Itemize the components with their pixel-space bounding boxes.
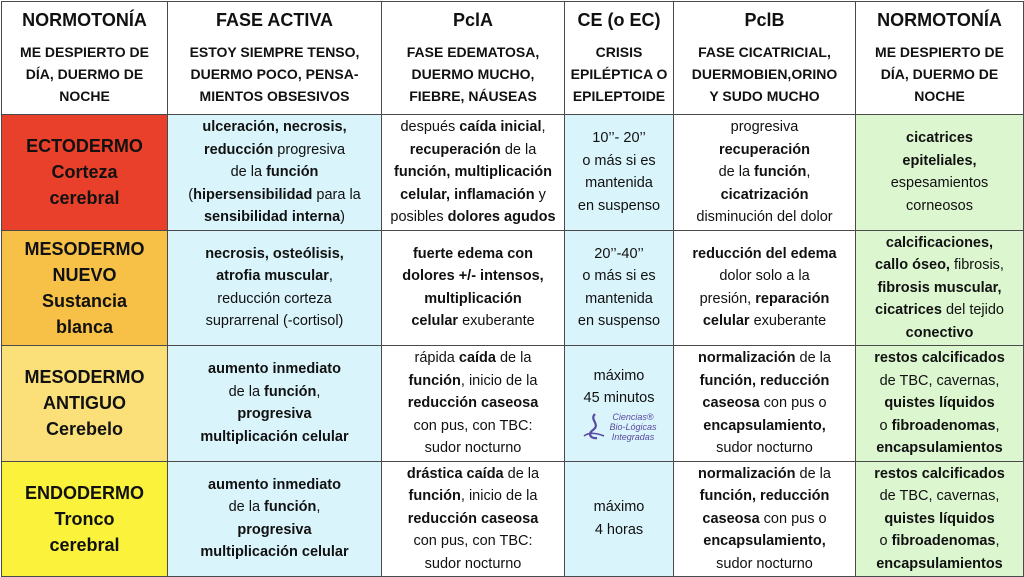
cell-text: quistes líquidos (884, 395, 995, 411)
cell-line (385, 184, 561, 207)
cell-text: disminución del dolor (696, 209, 833, 225)
cell-text: , (806, 164, 811, 180)
column-header-subtitle-line: DÍA, DUERMO DE (25, 66, 144, 82)
column-header-title: CE (o EC) (577, 10, 661, 30)
cell-line (677, 347, 852, 370)
column-header-subtitle-line: EPILEPTOIDE (572, 88, 666, 104)
cell-text: cicatrices (906, 130, 973, 147)
cell-text: calcificaciones, (885, 234, 994, 251)
cell-text: , (328, 268, 333, 285)
cell-text: función, multiplicación (394, 164, 552, 180)
column-header-subtitle-line: Y SUDO MUCHO (709, 88, 820, 104)
cell-line (385, 437, 561, 460)
column-header (674, 2, 856, 115)
column-header (856, 2, 1024, 115)
cell-text: , (995, 533, 1000, 549)
cell-line (568, 172, 670, 195)
cell-line (677, 265, 852, 288)
cell-text: rápida (414, 350, 459, 366)
cell-text: de la (795, 350, 831, 366)
germ-layer-label (2, 115, 168, 231)
cell-text: caída inicial (459, 119, 542, 135)
cell-text: de la (795, 465, 831, 482)
table-cell (674, 115, 856, 231)
cell-text: reducción (203, 141, 274, 158)
cell-line (859, 347, 1020, 370)
cell-text: de la (228, 499, 265, 516)
germ-layer-label (2, 230, 168, 346)
cell-line (568, 387, 670, 410)
column-header-subtitle-line: DUERMOBIEN,ORINO (691, 66, 838, 82)
cell-line (859, 370, 1020, 393)
cell-text: máximo (593, 499, 645, 516)
cell-text: ) (340, 209, 345, 225)
cell-text: normalización (698, 465, 796, 482)
cell-text: corneosos (906, 197, 973, 214)
cell-text: celular (702, 313, 750, 330)
cell-line (171, 139, 378, 162)
germ-layer-label (2, 346, 168, 462)
cell-line (677, 184, 852, 207)
column-header-subtitle-line: ESTOY SIEMPRE TENSO, (189, 44, 360, 60)
cell-line (859, 437, 1020, 460)
cell-text: fibrosis, (949, 257, 1004, 273)
cell-line (171, 358, 378, 381)
cell-text: hipersensibilidad (193, 186, 313, 203)
logo-text-line: Integradas (611, 431, 655, 442)
cell-line (385, 139, 561, 162)
germ-layer-label-line: Corteza (51, 162, 118, 183)
table-cell (168, 461, 382, 577)
cell-text: recuperación (718, 141, 811, 158)
logo-text-line: Bio-Lógicas (609, 421, 657, 432)
cell-line (171, 519, 378, 542)
cell-text: suprarrenal (-cortisol) (205, 313, 344, 330)
cell-text: exuberante (458, 313, 535, 330)
cell-line (677, 370, 852, 393)
cell-text: fibroadenomas (891, 417, 996, 434)
cell-text: multiplicación celular (200, 544, 349, 561)
table-row (2, 230, 1024, 346)
cell-text: , (995, 417, 1000, 434)
column-header-subtitle-line: EPILÉPTICA O (570, 66, 668, 82)
cell-text: o (879, 417, 892, 434)
cell-line (385, 530, 561, 553)
cell-text: multiplicación celular (200, 428, 349, 445)
column-header (565, 2, 674, 115)
cell-line (385, 288, 561, 311)
cell-text: cicatrices (875, 302, 942, 318)
cell-text: función (264, 383, 317, 400)
cell-line (568, 288, 670, 311)
cell-line (171, 541, 378, 564)
cell-line (171, 403, 378, 426)
cell-line (171, 288, 378, 311)
cell-line (385, 415, 561, 438)
cell-line (859, 508, 1020, 531)
cell-line (859, 150, 1020, 173)
cell-text: máximo (593, 367, 645, 384)
cell-text: , (316, 499, 321, 516)
cell-text: dolor solo a la (719, 268, 810, 285)
cell-text: exuberante (749, 313, 827, 330)
cell-line (677, 116, 852, 139)
cell-text: función (408, 488, 461, 504)
cell-text: en suspenso (577, 197, 661, 214)
cell-line (677, 415, 852, 438)
cell-line (385, 310, 561, 333)
table-cell (856, 346, 1024, 462)
cell-text: posibles (390, 209, 448, 225)
cell-text: multiplicación (424, 290, 522, 307)
table-cell (168, 230, 382, 346)
cell-line (171, 243, 378, 266)
cell-line (677, 530, 852, 553)
cell-line (677, 139, 852, 162)
cell-text: espesamientos (890, 175, 989, 192)
cell-text: , (541, 119, 546, 135)
table-cell (382, 115, 565, 231)
cell-line (859, 392, 1020, 415)
cell-text: reparación (755, 290, 830, 307)
table-cell (382, 346, 565, 462)
cell-line (859, 322, 1020, 345)
cell-text: encapsulamiento, (703, 533, 826, 549)
cell-text: reducción caseosa (407, 395, 539, 411)
germ-layer-label-line: ANTIGUO (43, 393, 126, 414)
logo (568, 412, 670, 442)
cell-line (859, 232, 1020, 255)
cell-line (171, 265, 378, 288)
cell-line (171, 474, 378, 497)
column-header-subtitle-line: CRISIS (595, 44, 643, 60)
table-cell (382, 461, 565, 577)
cell-text: de la (228, 383, 265, 400)
column-header-subtitle-line: DÍA, DUERMO DE (880, 66, 999, 82)
table-cell (168, 115, 382, 231)
cell-text: quistes líquidos (884, 510, 995, 527)
cell-text: de TBC, cavernas, (879, 372, 1000, 389)
column-header-title: NORMOTONÍA (877, 10, 1002, 30)
cell-text: reducción caseosa (407, 510, 539, 527)
column-header-subtitle-line: NOCHE (914, 88, 965, 104)
cell-line (859, 299, 1020, 322)
cell-line (859, 127, 1020, 150)
cell-text: sudor nocturno (716, 440, 813, 456)
column-header-title: FASE ACTIVA (215, 10, 333, 30)
cell-text: función (754, 164, 807, 180)
cell-text: drástica caída (406, 465, 504, 482)
cell-text: ulceración, necrosis, (202, 119, 347, 135)
cell-line (677, 392, 852, 415)
logo-text-line: Ciencias® (612, 411, 654, 422)
germ-layer-label-line: cerebral (49, 534, 120, 555)
cell-line (171, 426, 378, 449)
cell-text: progresiva (237, 406, 312, 423)
cell-text: progresiva (273, 141, 346, 158)
cell-line (677, 508, 852, 531)
cell-line (568, 365, 670, 388)
cell-line (859, 530, 1020, 553)
cell-text: sudor nocturno (716, 555, 813, 572)
table-cell (674, 230, 856, 346)
cell-text: 20’’-40’’ (594, 245, 644, 262)
cell-line (385, 370, 561, 393)
cell-line (568, 195, 670, 218)
cell-line (385, 392, 561, 415)
cell-line (171, 116, 378, 139)
cell-text: fuerte edema con (412, 245, 534, 262)
column-header (168, 2, 382, 115)
column-header-subtitle-line: FASE CICATRICIAL, (698, 44, 831, 60)
table-cell (856, 461, 1024, 577)
cell-line (677, 485, 852, 508)
cell-text: sudor nocturno (424, 440, 522, 456)
cell-text: progresiva (730, 119, 799, 135)
cell-line (385, 508, 561, 531)
cell-line (568, 150, 670, 173)
table-cell (856, 115, 1024, 231)
cell-line (859, 172, 1020, 195)
column-header-title: PclA (452, 10, 494, 30)
table-cell (565, 230, 674, 346)
column-header-subtitle-line: MIENTOS OBSESIVOS (199, 88, 350, 104)
cell-text: conectivo (905, 324, 974, 341)
cell-text: función, reducción (699, 488, 830, 504)
cell-text: , inicio de la (460, 372, 538, 389)
cell-text: progresiva (237, 521, 312, 538)
cell-line (385, 161, 561, 184)
cell-line (385, 206, 561, 229)
table-row (2, 461, 1024, 577)
cell-line (171, 381, 378, 404)
swirl-figure-icon (581, 412, 607, 442)
cell-text: normalización (698, 350, 796, 366)
cell-line (677, 206, 852, 229)
cell-text: sensibilidad interna (203, 209, 341, 225)
logo-text (609, 412, 656, 442)
cell-text: restos calcificados (874, 350, 1005, 366)
cell-text: , inicio de la (460, 488, 538, 504)
cell-text: de la (718, 164, 755, 180)
germ-layer-label-line: blanca (55, 316, 114, 337)
cell-text: de la (230, 164, 267, 180)
cell-text: restos calcificados (874, 465, 1005, 482)
cell-text: encapsulamiento, (703, 417, 826, 434)
cell-line (171, 161, 378, 184)
germ-layer-label-line: Cerebelo (45, 419, 124, 440)
header-row (2, 2, 1024, 115)
column-header-subtitle-line: DUERMO POCO, PENSA- (190, 66, 359, 82)
germ-layer-label-line: MESODERMO (24, 367, 145, 388)
cell-line (677, 243, 852, 266)
cell-line (568, 496, 670, 519)
biological-laws-table (1, 1, 1024, 577)
cell-text: para la (312, 186, 361, 203)
cell-text: función, reducción (699, 372, 830, 389)
cell-text: fibrosis muscular, (877, 279, 1002, 296)
cell-line (568, 265, 670, 288)
table-cell (382, 230, 565, 346)
cell-text: después (400, 119, 460, 135)
cell-text: con pus, con TBC: (413, 533, 533, 549)
cell-line (385, 485, 561, 508)
cell-text: caída (458, 350, 496, 366)
column-header (382, 2, 565, 115)
cell-line (385, 243, 561, 266)
cell-text: con pus o (759, 395, 827, 411)
cell-text: callo óseo, (875, 257, 950, 273)
cell-text: de la (500, 141, 537, 158)
cell-line (385, 116, 561, 139)
cell-line (677, 463, 852, 486)
cell-line (859, 195, 1020, 218)
table-cell (565, 346, 674, 462)
table-row (2, 346, 1024, 462)
cell-line (171, 206, 378, 229)
cell-text: dolores agudos (447, 209, 556, 225)
cell-text: fibroadenomas (891, 533, 996, 549)
cell-text: en suspenso (577, 313, 661, 330)
cell-line (677, 310, 852, 333)
column-header-subtitle-line: FIEBRE, NÁUSEAS (409, 88, 537, 104)
cell-text: celular, inflamación (400, 186, 535, 203)
column-header (2, 2, 168, 115)
cell-text: epiteliales, (902, 152, 977, 169)
cell-text: función (408, 372, 461, 389)
table-cell (674, 346, 856, 462)
table-cell (674, 461, 856, 577)
cell-text: o más si es (582, 268, 656, 285)
cell-text: aumento inmediato (208, 476, 341, 493)
cell-text: de la (495, 350, 532, 366)
cell-text: mantenida (585, 175, 653, 192)
germ-layer-label (2, 461, 168, 577)
cell-line (568, 127, 670, 150)
cell-text: necrosis, osteólisis, (205, 245, 344, 262)
cell-text: dolores +/- intensos, (402, 268, 544, 285)
cell-text: , (316, 383, 321, 400)
cell-text: reducción corteza (217, 290, 332, 307)
cell-text: y (534, 186, 546, 203)
cell-text: sudor nocturno (424, 555, 522, 572)
cell-text: atrofia muscular (216, 268, 329, 285)
table-cell (565, 115, 674, 231)
cell-text: presión, (699, 290, 756, 307)
cell-line (568, 243, 670, 266)
cell-text: función (264, 499, 317, 516)
cell-line (171, 496, 378, 519)
cell-line (385, 463, 561, 486)
germ-layer-label-line: cerebral (49, 188, 120, 209)
table-cell (856, 230, 1024, 346)
cell-line (677, 288, 852, 311)
cell-line (171, 310, 378, 333)
cell-line (171, 184, 378, 207)
germ-layer-label-line: MESODERMO (24, 238, 145, 259)
cell-line (568, 310, 670, 333)
cell-text: 10’’- 20’’ (592, 130, 646, 147)
cell-text: mantenida (585, 290, 653, 307)
cell-text: 4 horas (594, 521, 644, 538)
cell-line (385, 265, 561, 288)
germ-layer-label-line: NUEVO (52, 264, 117, 285)
cell-text: o más si es (582, 152, 656, 169)
cell-text: con pus o (759, 510, 827, 527)
table-row (2, 115, 1024, 231)
column-header-subtitle-line: ME DESPIERTO DE (20, 44, 149, 60)
column-header-subtitle-line: DUERMO MUCHO, (411, 66, 535, 82)
cell-text: celular (411, 313, 459, 330)
cell-text: 45 minutos (583, 390, 655, 407)
cell-line (859, 463, 1020, 486)
cell-text: reducción del edema (692, 245, 837, 262)
cell-text: caseosa (702, 395, 760, 411)
cell-text: o (879, 533, 892, 549)
cell-text: encapsulamientos (876, 555, 1003, 572)
cell-text: de TBC, cavernas, (879, 488, 1000, 504)
column-header-title: PclB (744, 10, 785, 30)
cell-text: función (266, 164, 319, 180)
cell-line (859, 277, 1020, 300)
germ-layer-label-line: Tronco (54, 508, 115, 529)
cell-text: recuperación (409, 141, 501, 158)
cell-text: con pus, con TBC: (413, 417, 533, 434)
germ-layer-label-line: ENDODERMO (24, 482, 144, 503)
cell-text: aumento inmediato (208, 361, 341, 378)
cell-line (677, 437, 852, 460)
column-header-subtitle-line: FASE EDEMATOSA, (406, 44, 540, 60)
cell-line (568, 519, 670, 542)
column-header-subtitle-line: ME DESPIERTO DE (875, 44, 1004, 60)
germ-layer-label-line: Sustancia (41, 290, 128, 311)
cell-line (385, 347, 561, 370)
cell-line (859, 485, 1020, 508)
cell-text: encapsulamientos (876, 440, 1003, 456)
column-header-title: NORMOTONÍA (22, 10, 147, 30)
cell-text: cicatrización (720, 186, 809, 203)
germ-layer-label-line: ECTODERMO (26, 136, 143, 157)
cell-line (859, 254, 1020, 277)
cell-text: ( (188, 186, 194, 203)
table-cell (565, 461, 674, 577)
table-cell (168, 346, 382, 462)
cell-text: de la (503, 465, 540, 482)
cell-line (859, 415, 1020, 438)
cell-text: del tejido (941, 302, 1004, 318)
column-header-subtitle-line: NOCHE (59, 88, 110, 104)
cell-line (677, 161, 852, 184)
cell-text: caseosa (702, 510, 760, 527)
